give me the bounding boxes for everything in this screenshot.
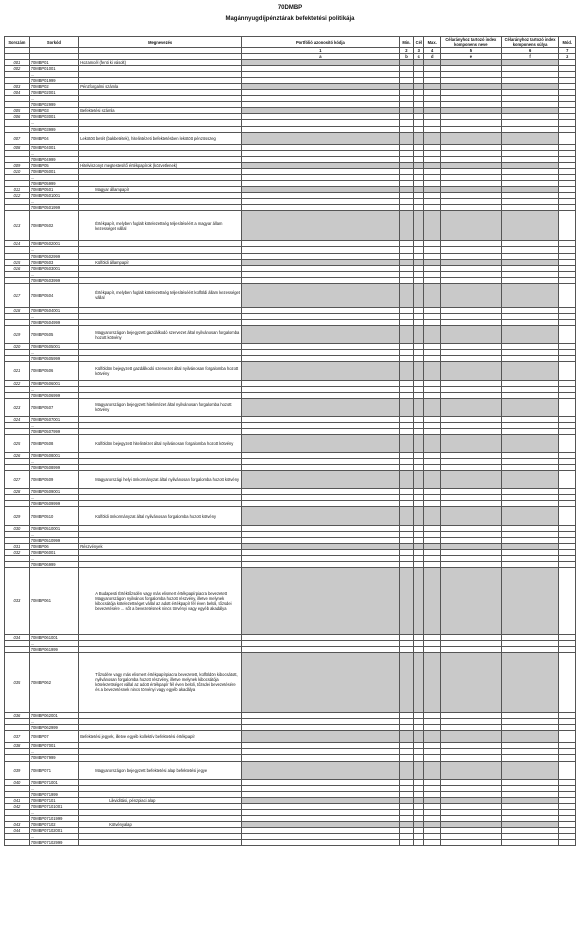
index-weight-cell[interactable] — [501, 283, 559, 307]
min-cell[interactable] — [399, 840, 413, 846]
row-number: 015 — [5, 259, 30, 265]
max-cell[interactable] — [424, 283, 440, 307]
min-cell[interactable] — [399, 507, 413, 525]
min-cell[interactable] — [399, 567, 413, 634]
mod-cell[interactable] — [559, 398, 576, 416]
row-code: 70MBP061999 — [29, 646, 78, 652]
colletter-c: c — [414, 54, 424, 60]
portfolio-cell[interactable] — [242, 567, 400, 634]
colnum-1: 1 — [242, 48, 400, 54]
colletter-z: z — [559, 54, 576, 60]
row-code: ... — [29, 120, 78, 126]
index-weight-cell[interactable] — [501, 652, 559, 713]
row-number: 021 — [5, 362, 30, 380]
row-code: 70MBP0503001 — [29, 265, 78, 271]
row-code: 70MBP05 — [29, 162, 78, 168]
row-code: 70MBP062001 — [29, 713, 78, 719]
row-description: Külföldön bejegyzett hitelintézet által nyilvánosan forgalomba hozott kötvény — [79, 434, 242, 452]
row-description: Tőzsdére vagy más elismert értékpapírpiacra bevezetett, külföldön kibocsátott, nyilvánosan forgalomba hozott részvény, illetve melynek kibocsátója kötelezettséget vállal az adott értékpapír fél éven belüli, tőzsdei bevezetésére és a bevezetésnek nincs törvényi vagy egyéb akadálya — [79, 652, 242, 713]
row-code: 70MBP06999 — [29, 561, 78, 567]
row-code: 70MBP0508001 — [29, 453, 78, 459]
cel-cell[interactable] — [414, 471, 424, 489]
cel-cell[interactable] — [414, 283, 424, 307]
mod-cell[interactable] — [559, 507, 576, 525]
row-code: 70MBP02001 — [29, 90, 78, 96]
row-code: 70MBP0510 — [29, 507, 78, 525]
row-code: ... — [29, 350, 78, 356]
cel-cell[interactable] — [414, 434, 424, 452]
row-code: 70MBP071999 — [29, 791, 78, 797]
cel-cell[interactable] — [414, 761, 424, 779]
portfolio-cell[interactable] — [242, 132, 400, 144]
row-code: 70MBP0505 — [29, 326, 78, 344]
row-number: 011 — [5, 186, 30, 192]
index-name-cell[interactable] — [440, 398, 501, 416]
row-code: ... — [29, 459, 78, 465]
min-cell[interactable] — [399, 398, 413, 416]
row-code: ... — [29, 247, 78, 253]
row-code: 70MBP07001 — [29, 743, 78, 749]
row-number: 025 — [5, 434, 30, 452]
row-code: 70MBP0507 — [29, 398, 78, 416]
row-code: ... — [29, 640, 78, 646]
row-number: 003 — [5, 84, 30, 90]
row-code: 70MBP07102999 — [29, 840, 78, 846]
mod-cell[interactable] — [559, 652, 576, 713]
row-code: 70MBP05999 — [29, 180, 78, 186]
max-cell[interactable] — [424, 132, 440, 144]
cel-cell[interactable] — [414, 398, 424, 416]
row-description: Magyar állampapír — [79, 186, 242, 192]
row-code: 70MBP061001 — [29, 634, 78, 640]
colnum-3: 3 — [414, 48, 424, 54]
row-code: 70MBP07 — [29, 731, 78, 743]
col-portfolio: Portfólió azonosító kódja — [242, 37, 400, 48]
index-name-cell[interactable] — [440, 211, 501, 241]
colnum-4: 4 — [424, 48, 440, 54]
table-body — [5, 60, 576, 846]
row-description: Befektetési számla — [79, 108, 242, 114]
max-cell[interactable] — [424, 434, 440, 452]
row-number: 042 — [5, 803, 30, 809]
row-description: Részvények — [79, 543, 242, 549]
index-name-cell[interactable] — [440, 652, 501, 713]
row-number: 032 — [5, 549, 30, 555]
row-number: 010 — [5, 168, 30, 174]
max-cell[interactable] — [424, 362, 440, 380]
row-number: 037 — [5, 731, 30, 743]
cel-cell[interactable] — [414, 652, 424, 713]
row-code: ... — [29, 495, 78, 501]
row-code: 70MBP04001 — [29, 144, 78, 150]
row-code: ... — [29, 174, 78, 180]
index-name-cell[interactable] — [440, 731, 501, 743]
colletter-f: f — [501, 54, 559, 60]
table-row — [5, 652, 576, 713]
cel-cell[interactable] — [414, 731, 424, 743]
table-row — [5, 132, 576, 144]
portfolio-cell[interactable] — [242, 652, 400, 713]
max-cell[interactable] — [424, 507, 440, 525]
row-description: Lekötött betét (bakbetétek), hitelintézeti befektetésben lekötött pénzösszeg — [79, 132, 242, 144]
row-number: 043 — [5, 821, 30, 827]
header-row — [5, 37, 576, 48]
row-code: 70MBP0505001 — [29, 344, 78, 350]
row-number: 024 — [5, 416, 30, 422]
row-description: Értékpapír, melyben foglalt kötelezettség teljesítéséért a magyar állam kezességet vállal — [79, 211, 242, 241]
index-name-cell[interactable] — [440, 840, 501, 846]
row-code: 70MBP07999 — [29, 755, 78, 761]
table-row — [5, 761, 576, 779]
row-number: 007 — [5, 132, 30, 144]
col-max: Max. — [424, 37, 440, 48]
row-number: 044 — [5, 828, 30, 834]
mod-cell[interactable] — [559, 211, 576, 241]
row-code: 70MBP0508999 — [29, 465, 78, 471]
cel-cell[interactable] — [414, 362, 424, 380]
row-number: 016 — [5, 265, 30, 271]
row-description: Likviditási, pénzpiaci alap — [79, 797, 242, 803]
policy-table — [4, 36, 576, 846]
row-number — [5, 840, 30, 846]
index-name-cell[interactable] — [440, 507, 501, 525]
form-title: Magánnyugdíjpénztárak befektetési politikája — [225, 16, 355, 22]
row-number: 039 — [5, 761, 30, 779]
max-cell[interactable] — [424, 398, 440, 416]
row-description: A Budapesti Értéktőzsdén vagy más elismert értékpapírpiacra bevezetett Magyarországon nyilvános forgalomba hozott részvény, illetve melynek kibocsátója kötelezettséget vállal az adott értékpapír fél éven belüli, tőzsdei bevezetésére ... sőt a bevezetésnek nincs törvényi vagy egyéb akadálya — [79, 567, 242, 634]
index-name-cell[interactable] — [440, 471, 501, 489]
row-code: ... — [29, 150, 78, 156]
table-row — [5, 362, 576, 380]
row-code: ... — [29, 749, 78, 755]
row-number: 001 — [5, 60, 30, 66]
cel-cell[interactable] — [414, 326, 424, 344]
cel-cell[interactable] — [414, 840, 424, 846]
row-code: 70MBP06 — [29, 543, 78, 549]
row-code: ... — [29, 719, 78, 725]
row-code: 70MBP0506 — [29, 362, 78, 380]
table-row — [5, 567, 576, 634]
row-code: 70MBP0502001 — [29, 241, 78, 247]
row-code: 70MBP0507999 — [29, 428, 78, 434]
row-number: 022 — [5, 380, 30, 386]
row-description: Külföldi önkormányzat által nyilvánosan forgalomba hozott kötvény — [79, 507, 242, 525]
mod-cell[interactable] — [559, 761, 576, 779]
min-cell[interactable] — [399, 434, 413, 452]
table-row — [5, 840, 576, 846]
index-weight-cell[interactable] — [501, 471, 559, 489]
row-code: ... — [29, 386, 78, 392]
row-code: 70MBP0503999 — [29, 277, 78, 283]
colnum-5: 5 — [440, 48, 501, 54]
row-code: ... — [29, 555, 78, 561]
row-code: 70MBP0501001 — [29, 193, 78, 199]
col-cela1: Célarányhoz tartozó index komponens neve — [440, 37, 501, 48]
row-code: 70MBP05001 — [29, 168, 78, 174]
index-weight-cell[interactable] — [501, 731, 559, 743]
row-number: 014 — [5, 241, 30, 247]
row-number: 030 — [5, 525, 30, 531]
colnum-2: 2 — [399, 48, 413, 54]
index-name-cell[interactable] — [440, 326, 501, 344]
max-cell[interactable] — [424, 471, 440, 489]
mod-cell[interactable] — [559, 471, 576, 489]
row-code: 70MBP02999 — [29, 102, 78, 108]
row-code: 70MBP0503 — [29, 259, 78, 265]
index-weight-cell[interactable] — [501, 840, 559, 846]
portfolio-cell[interactable] — [242, 211, 400, 241]
col-mod: Mód. — [559, 37, 576, 48]
row-code: 70MBP0506001 — [29, 380, 78, 386]
col-cela2: Célarányhoz tartozó index komponens súlya — [501, 37, 559, 48]
row-number: 027 — [5, 471, 30, 489]
portfolio-cell[interactable] — [242, 326, 400, 344]
index-weight-cell[interactable] — [501, 326, 559, 344]
row-code: 70MBP0506999 — [29, 392, 78, 398]
index-weight-cell[interactable] — [501, 761, 559, 779]
mod-cell[interactable] — [559, 362, 576, 380]
mod-cell[interactable] — [559, 840, 576, 846]
min-cell[interactable] — [399, 283, 413, 307]
row-code: ... — [29, 531, 78, 537]
row-code: 70MBP0504 — [29, 283, 78, 307]
portfolio-cell[interactable] — [242, 283, 400, 307]
max-cell[interactable] — [424, 731, 440, 743]
row-description: Külföldön bejegyzett gazdálkodó szervezet által nyilvánosan forgalomba hozott kötvény — [79, 362, 242, 380]
cel-cell[interactable] — [414, 132, 424, 144]
index-name-cell[interactable] — [440, 283, 501, 307]
row-code: 70MBP0507001 — [29, 416, 78, 422]
row-description: Külföldi állampapír — [79, 259, 242, 265]
row-code: 70MBP04999 — [29, 156, 78, 162]
cel-cell[interactable] — [414, 567, 424, 634]
row-code: 70MBP03 — [29, 108, 78, 114]
row-description — [79, 840, 242, 846]
index-name-cell[interactable] — [440, 434, 501, 452]
mod-cell[interactable] — [559, 132, 576, 144]
row-code: 70MBP071 — [29, 761, 78, 779]
row-code: 70MBP07102 — [29, 821, 78, 827]
row-description: Befektetési jegyek, illetve egyéb kollektív befektetési értékpapír — [79, 731, 242, 743]
row-description: Magyarországi helyi önkormányzat által nyilvánosan forgalomba hozott kötvény — [79, 471, 242, 489]
row-code: ... — [29, 422, 78, 428]
row-code: 70MBP01999 — [29, 78, 78, 84]
min-cell[interactable] — [399, 326, 413, 344]
row-code: ... — [29, 834, 78, 840]
row-code: 70MBP03999 — [29, 126, 78, 132]
portfolio-cell[interactable] — [242, 362, 400, 380]
portfolio-cell[interactable] — [242, 840, 400, 846]
col-sorkod: Sorkód — [29, 37, 78, 48]
row-code: 70MBP06001 — [29, 549, 78, 555]
min-cell[interactable] — [399, 471, 413, 489]
row-number: 038 — [5, 743, 30, 749]
row-number: 040 — [5, 779, 30, 785]
table-row — [5, 211, 576, 241]
mod-cell[interactable] — [559, 326, 576, 344]
row-code: ... — [29, 785, 78, 791]
mod-cell[interactable] — [559, 731, 576, 743]
row-number: 018 — [5, 307, 30, 313]
max-cell[interactable] — [424, 211, 440, 241]
max-cell[interactable] — [424, 652, 440, 713]
row-code: 70MBP01 — [29, 60, 78, 66]
row-code: 70MBP062999 — [29, 725, 78, 731]
row-number: 041 — [5, 797, 30, 803]
row-number: 035 — [5, 652, 30, 713]
row-code: 70MBP0509999 — [29, 501, 78, 507]
min-cell[interactable] — [399, 731, 413, 743]
row-code: ... — [29, 96, 78, 102]
col-sorszam: Sorszám — [5, 37, 30, 48]
row-number: 002 — [5, 66, 30, 72]
row-description: Magyarországon bejegyzett hitelintézet által nyilvánosan forgalomba hozott kötvény — [79, 398, 242, 416]
row-description: Magyarországon bejegyzett befektetési alap befektetési jegye — [79, 761, 242, 779]
portfolio-cell[interactable] — [242, 507, 400, 525]
row-code: 70MBP0501999 — [29, 205, 78, 211]
form-code: 70DMBP — [277, 5, 303, 11]
row-code: 70MBP07101001 — [29, 803, 78, 809]
row-code: 70MBP061 — [29, 567, 78, 634]
row-number: 026 — [5, 453, 30, 459]
row-code: 70MBP02 — [29, 84, 78, 90]
row-description: Kötvényalap — [79, 821, 242, 827]
index-weight-cell[interactable] — [501, 132, 559, 144]
max-cell[interactable] — [424, 567, 440, 634]
min-cell[interactable] — [399, 652, 413, 713]
colnum-7: 7 — [559, 48, 576, 54]
table-row — [5, 731, 576, 743]
row-description: Pénzforgalmi számla — [79, 84, 242, 90]
colletter-e: e — [440, 54, 501, 60]
index-weight-cell[interactable] — [501, 398, 559, 416]
row-code: 70MBP04 — [29, 132, 78, 144]
colletter-b: b — [399, 54, 413, 60]
table-row — [5, 434, 576, 452]
table-row — [5, 326, 576, 344]
max-cell[interactable] — [424, 326, 440, 344]
mod-cell[interactable] — [559, 434, 576, 452]
index-name-cell[interactable] — [440, 567, 501, 634]
row-description: Értékpapír, melyben foglalt kötelezettség teljesítéséért külföldi állam kezességet vállal — [79, 283, 242, 307]
row-number: 029 — [5, 507, 30, 525]
row-number: 013 — [5, 211, 30, 241]
row-code: 70MBP07101 — [29, 797, 78, 803]
row-number: 005 — [5, 108, 30, 114]
min-cell[interactable] — [399, 362, 413, 380]
colletter-a: a — [242, 54, 400, 60]
row-number: 006 — [5, 114, 30, 120]
table-row — [5, 507, 576, 525]
row-code: 70MBP0501 — [29, 186, 78, 192]
row-code: ... — [29, 72, 78, 78]
index-weight-cell[interactable] — [501, 434, 559, 452]
row-code: 70MBP0509001 — [29, 489, 78, 495]
row-code: 70MBP0504001 — [29, 307, 78, 313]
row-number: 034 — [5, 634, 30, 640]
portfolio-cell[interactable] — [242, 731, 400, 743]
index-weight-cell[interactable] — [501, 567, 559, 634]
col-min: Min. — [399, 37, 413, 48]
row-description: Magyarországon bejegyzett gazdálkodó szervezet által nyilvánosan forgalomba hozott kötvény — [79, 326, 242, 344]
portfolio-cell[interactable] — [242, 434, 400, 452]
row-code: 70MBP0502 — [29, 211, 78, 241]
row-code: 70MBP0504999 — [29, 320, 78, 326]
row-code: 70MBP07102001 — [29, 828, 78, 834]
row-number: 012 — [5, 193, 30, 199]
max-cell[interactable] — [424, 761, 440, 779]
table-row — [5, 283, 576, 307]
row-code: 70MBP0505999 — [29, 356, 78, 362]
row-code: 70MBP071001 — [29, 779, 78, 785]
table-row — [5, 398, 576, 416]
row-code: ... — [29, 271, 78, 277]
row-code: ... — [29, 199, 78, 205]
row-number: 008 — [5, 144, 30, 150]
row-number: 020 — [5, 344, 30, 350]
row-code: 70MBP062 — [29, 652, 78, 713]
index-weight-cell[interactable] — [501, 211, 559, 241]
min-cell[interactable] — [399, 761, 413, 779]
row-number: 031 — [5, 543, 30, 549]
col-megnevezes: Megnevezés — [79, 37, 242, 48]
row-number: 019 — [5, 326, 30, 344]
min-cell[interactable] — [399, 132, 413, 144]
col-cel: Cél — [414, 37, 424, 48]
index-name-cell[interactable] — [440, 362, 501, 380]
colnum-6: 6 — [501, 48, 559, 54]
row-description: Hozamcél (fenti ki vásolt) — [79, 60, 242, 66]
portfolio-cell[interactable] — [242, 471, 400, 489]
row-code: 70MBP01001 — [29, 66, 78, 72]
row-number: 009 — [5, 162, 30, 168]
row-number: 036 — [5, 713, 30, 719]
row-code: ... — [29, 809, 78, 815]
index-name-cell[interactable] — [440, 132, 501, 144]
row-number: 033 — [5, 567, 30, 634]
row-code: 70MBP0502999 — [29, 253, 78, 259]
index-weight-cell[interactable] — [501, 362, 559, 380]
min-cell[interactable] — [399, 211, 413, 241]
row-code: 70MBP03001 — [29, 114, 78, 120]
row-description: Hitelviszonyt megtestesítő értékpapírok (közvetlenek) — [79, 162, 242, 168]
row-code: 70MBP0508 — [29, 434, 78, 452]
portfolio-cell[interactable] — [242, 761, 400, 779]
row-code: 70MBP0509 — [29, 471, 78, 489]
table-row — [5, 471, 576, 489]
row-number: 023 — [5, 398, 30, 416]
row-number: 017 — [5, 283, 30, 307]
mod-cell[interactable] — [559, 283, 576, 307]
index-name-cell[interactable] — [440, 761, 501, 779]
row-code: ... — [29, 313, 78, 319]
cel-cell[interactable] — [414, 507, 424, 525]
mod-cell[interactable] — [559, 567, 576, 634]
row-code: 70MBP0510999 — [29, 537, 78, 543]
row-number: 004 — [5, 90, 30, 96]
row-code: 70MBP07101999 — [29, 815, 78, 821]
colletter-d: d — [424, 54, 440, 60]
portfolio-cell[interactable] — [242, 398, 400, 416]
cel-cell[interactable] — [414, 211, 424, 241]
index-weight-cell[interactable] — [501, 507, 559, 525]
row-number: 028 — [5, 489, 30, 495]
max-cell[interactable] — [424, 840, 440, 846]
row-code: 70MBP0510001 — [29, 525, 78, 531]
